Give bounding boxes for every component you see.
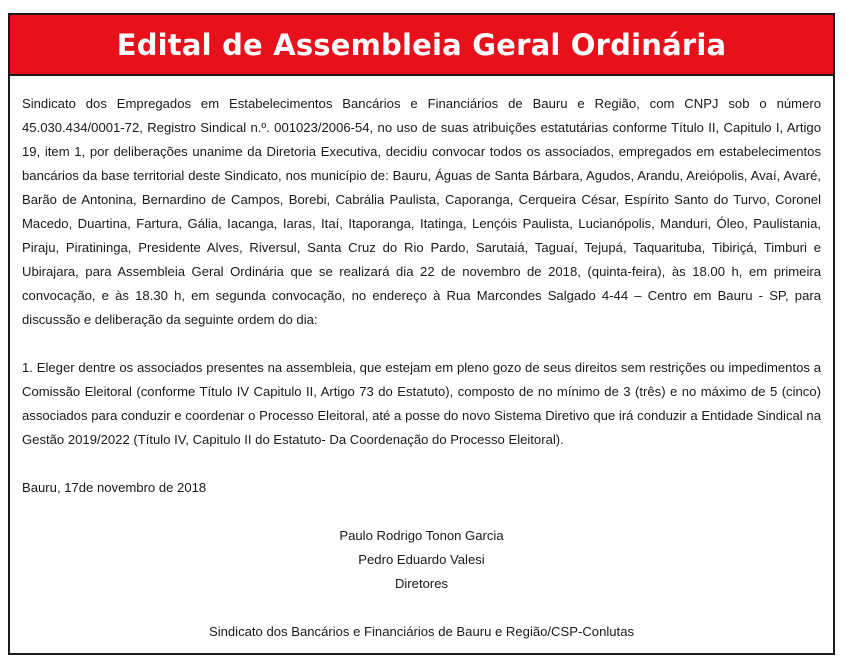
spacer: [22, 452, 821, 476]
signature-name-2: Pedro Eduardo Valesi: [358, 552, 485, 567]
notice-frame: [8, 13, 835, 655]
intro-paragraph: Sindicato dos Empregados em Estabelecimentos Bancários e Financiários de Bauru e Região, com CNPJ sob o número 45.030.434/0001-72, Registro Sindical n.º. 001023/2006-54, no uso de suas atribuições estatutárias conforme Título II, Capitulo I, Artigo 19, item 1, por deliberações unanime da Diretoria Executiva, decidiu convocar todos os associados, empregados em estabelecimentos bancários da base territorial deste Sindicato, nos município de: Bauru, Águas de Santa Bárbara, Agudos, Arandu, Areiópolis, Avaí, Avaré, Barão de Antonina, Bernardino de Campos, Borebi, Cabrália Paulista, Caporanga, Cerqueira César, Espírito Santo do Turvo, Coronel Macedo, Duartina, Fartura, Gália, Iacanga, Iaras, Itaí, Itaporanga, Itatinga, Lençóis Paulista, Lucianópolis, Manduri, Óleo, Paulistania, Piraju, Piratininga, Presidente Alves, Riversul, Santa Cruz do Rio Pardo, Sarutaiá, Taguaí, Tejupá, Taquarituba, Tibiriçá, Timburi e Ubirajara, para Assembleia Geral Ordinária que se realizará dia 22 de novembro de 2018, (quinta-feira), às 18.00 h, em primeira convocação, e às 18.30 h, em segunda convocação, no endereço à Rua Marcondes Salgado 4-44 – Centro em Bauru - SP, para discussão e deliberação da seguinte ordem do dia:: [22, 96, 821, 327]
agenda-item-1: 1. Eleger dentre os associados presentes na assembleia, que estejam em pleno gozo de seus direitos sem restrições ou impedimentos a Comissão Eleitoral (conforme Título IV Capitulo II, Artigo 73 do Estatuto), composto de no mínimo de 3 (três) e no máximo de 5 (cinco) associados para conduzir e coordenar o Processo Eleitoral, até a posse do novo Sistema Diretivo que irá conduzir a Entidade Sindical na Gestão 2019/2022 (Título IV, Capitulo II do Estatuto- Da Coordenação do Processo Eleitoral).: [22, 360, 821, 447]
notice-title: Edital de Assembleia Geral Ordinária: [116, 27, 727, 62]
signature-name-1: Paulo Rodrigo Tonon Garcia: [339, 528, 504, 543]
notice-body: [10, 76, 833, 644]
footer-union-name: Sindicato dos Bancários e Financiários de Bauru e Região/CSP-Conlutas: [208, 624, 635, 639]
spacer: [22, 500, 821, 524]
notice-header: [10, 15, 833, 76]
spacer: [22, 332, 821, 356]
signature-role: Diretores: [394, 576, 449, 591]
signature-block: [22, 524, 821, 596]
spacer: [22, 596, 821, 620]
date-line: Bauru, 17de novembro de 2018: [22, 480, 207, 495]
